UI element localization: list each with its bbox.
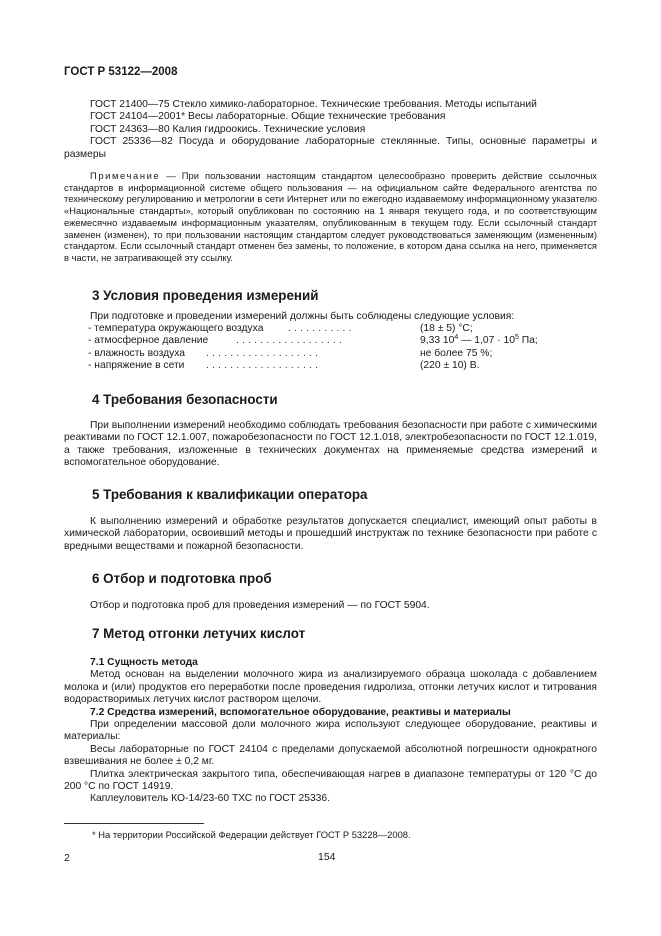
- sheet-number: 154: [318, 851, 336, 863]
- paragraph: При определении массовой доли молочного жира используют следующее оборудование, реактивы и материалы:: [64, 719, 597, 743]
- condition-value: 9,33 $10^4$ — $1,07 \cdot 10^5$ Па;: [420, 334, 538, 347]
- condition-label: - атмосферное давление: [88, 335, 209, 347]
- conditions-list: [88, 323, 548, 373]
- section-6-title: 6 Отбор и подготовка проб: [92, 571, 272, 586]
- condition-row: [88, 348, 548, 360]
- footnote-divider: [64, 823, 204, 824]
- leader-dots: ...........: [288, 323, 355, 334]
- paragraph: Каплеуловитель КО-14/23-60 ТХС по ГОСТ 25336.: [90, 793, 330, 805]
- reference-item: ГОСТ 21400—75 Стекло химико-лабораторное. Технические требования. Методы испытаний: [90, 99, 537, 110]
- leader-dots: ...................: [206, 360, 322, 372]
- condition-label: - напряжение в сети: [88, 360, 185, 372]
- paragraph: Весы лабораторные по ГОСТ 24104 с пределами допускаемой абсолютной погрешности однократного взвешивания не более ± 0,2 мг.: [64, 743, 597, 768]
- condition-value: не более 75 %;: [420, 347, 493, 359]
- subsection-7-1-title: 7.1 Сущность метода: [90, 657, 198, 668]
- section-5-text: К выполнению измерений и обработке результатов допускается специалист, имеющий опыт работы в химической лаборатории, освоивший методы и прошедший инструктаж по технике безопасности при работе с вредными веществами и пожарной безопасности.: [64, 516, 597, 552]
- subsection-7-1-text: Метод основан на выделении молочного жира из анализируемого образца шоколада с добавлением молока и (или) продуктов его переработки после проведения гидролиза, отгонки летучих кислот и титрования водорастворимых летучих кислот раствором щелочи.: [64, 669, 597, 706]
- condition-value: (220 ± 10) В.: [420, 360, 480, 372]
- section-3-title: 3 Условия проведения измерений: [92, 288, 319, 303]
- note-text: — При пользовании настоящим стандартом целесообразно проверить действие ссылочных стандартов в информационной системе общего пользования — на официальном сайте Федерального агентства по техническому регулированию и метрологии в сети Интернет или по ежегодно издаваемому информационному указателю «Национальные стандарты», который опубликован по состоянию на 1 января текущего года, и по соответствующим ежемесячно издаваемым информационным указателям, опубликованным в текущем году. Если ссылочный стандарт заменен (изменен), то при пользовании настоящим стандартом следует руководствоваться заменяющим (измененным) стандартом. Если ссылочный стандарт отменен без замены, то положение, в котором дана ссылка на него, применяется в части, не затрагивающей эту ссылку.: [64, 170, 597, 263]
- reference-item: ГОСТ 25336—82 Посуда и оборудование лабораторные стеклянные. Типы, основные параметры и размеры: [64, 136, 597, 160]
- section-3-intro: При подготовке и проведении измерений должны быть соблюдены следующие условия:: [90, 311, 515, 322]
- section-4-text: При выполнении измерений необходимо соблюдать требования безопасности при работе с химическими реактивами по ГОСТ 12.1.007, пожаробезопасности по ГОСТ 12.1.018, электробезопасности по ГОСТ 12.1.019, а также требования, изложенные в технических документах на применяемые средства измерений и вспомогательное оборудование.: [64, 420, 597, 469]
- leader-dots: ...................: [206, 347, 322, 359]
- section-6-text: Отбор и подготовка проб для проведения измерений — по ГОСТ 5904.: [90, 600, 430, 611]
- condition-label: - влажность воздуха: [88, 347, 186, 359]
- note-paragraph: [64, 170, 597, 264]
- subsection-7-2-title: 7.2 Средства измерений, вспомогательное оборудование, реактивы и материалы: [90, 706, 511, 718]
- footnote: * На территории Российской Федерации действует ГОСТ Р 53228—2008.: [92, 829, 411, 840]
- section-7-title: 7 Метод отгонки летучих кислот: [92, 626, 306, 641]
- paragraph: Плитка электрическая закрытого типа, обеспечивающая нагрев в диапазоне температуры от 120 °С до 200 °С по ГОСТ 14919.: [64, 768, 597, 793]
- condition-label: - температура окружающего воздуха: [88, 323, 264, 334]
- normative-references: [64, 99, 597, 161]
- condition-row: [88, 335, 548, 347]
- note-label: Примечание: [90, 170, 161, 181]
- page-number: 2: [64, 852, 70, 864]
- section-7-body: [64, 657, 597, 806]
- leader-dots: ..................: [236, 335, 346, 347]
- condition-value: (18 ± 5) °С;: [420, 323, 473, 334]
- reference-item: ГОСТ 24363—80 Калия гидроокись. Технические условия: [90, 123, 366, 135]
- condition-row: [88, 360, 548, 372]
- condition-row: [88, 323, 548, 335]
- section-5-title: 5 Требования к квалификации оператора: [92, 487, 368, 502]
- section-4-title: 4 Требования безопасности: [92, 392, 278, 407]
- document-header: ГОСТ Р 53122—2008: [64, 66, 178, 78]
- reference-item: ГОСТ 24104—2001* Весы лабораторные. Общие технические требования: [90, 111, 446, 123]
